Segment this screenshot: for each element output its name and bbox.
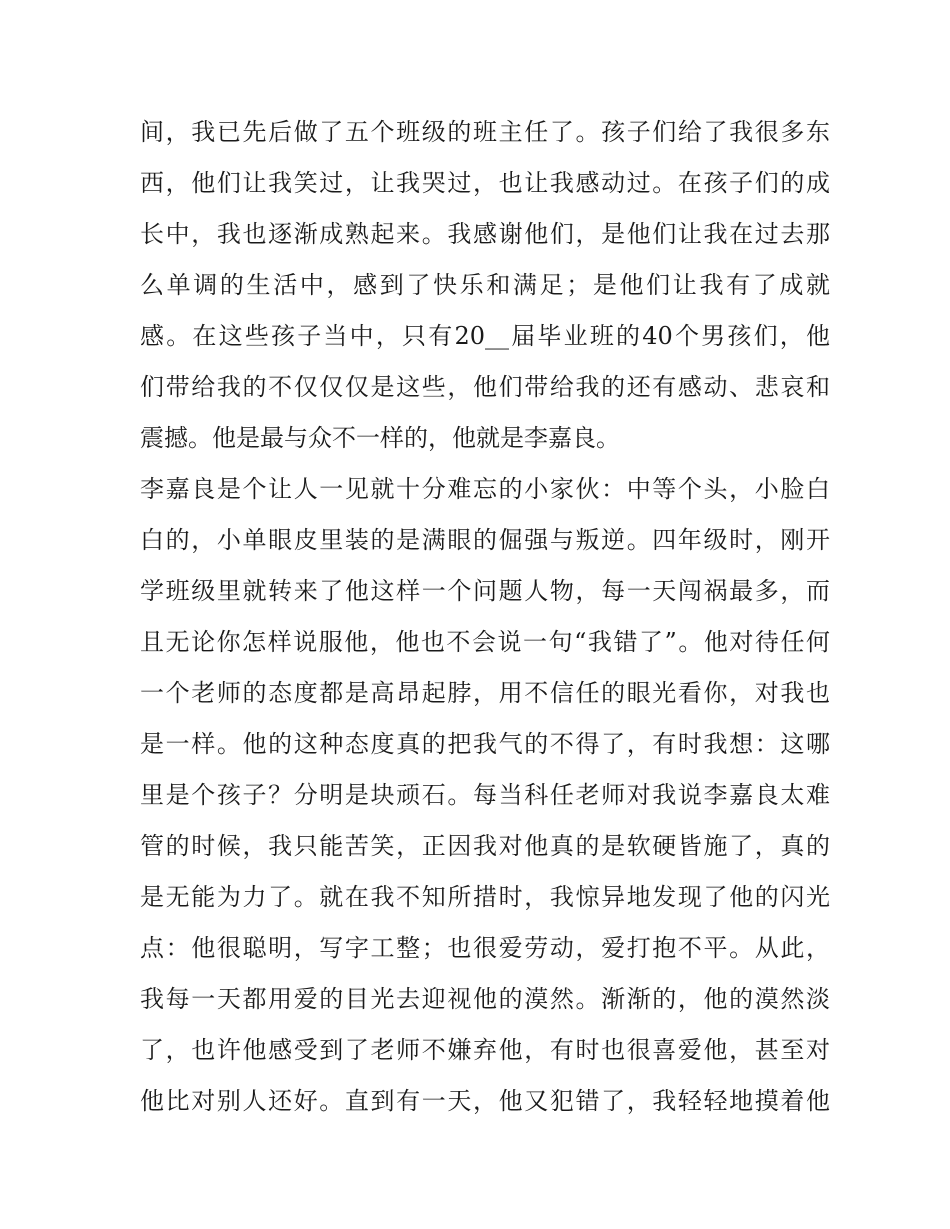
text-line: 我每一天都用爱的目光去迎视他的漠然。渐渐的，他的漠然淡 (140, 985, 830, 1013)
text-line: 白的，小单眼皮里装的是满眼的倔强与叛逆。四年级时，刚开 (140, 526, 830, 554)
text-line: 们带给我的不仅仅仅是这些，他们带给我的还有感动、悲哀和 (140, 373, 830, 401)
text-line: 里是个孩子？分明是块顽石。每当科任老师对我说李嘉良太难 (140, 781, 830, 809)
text-line: 李嘉良是个让人一见就十分难忘的小家伙：中等个头，小脸白 (140, 475, 830, 503)
text-line: 了，也许他感受到了老师不嫌弃他，有时也很喜爱他，甚至对 (140, 1036, 830, 1064)
text-line: 点：他很聪明，写字工整；也很爱劳动，爱打抱不平。从此， (140, 934, 830, 962)
text-line: 且无论你怎样说服他，他也不会说一句“我错了”。他对待任何 (140, 628, 830, 656)
text-line: 学班级里就转来了他这样一个问题人物，每一天闯祸最多，而 (140, 577, 830, 605)
paragraph-1 (140, 107, 830, 464)
text-line: 么单调的生活中，感到了快乐和满足；是他们让我有了成就 (140, 271, 830, 299)
text-line: 西，他们让我笑过，让我哭过，也让我感动过。在孩子们的成 (140, 169, 830, 197)
body-text (140, 107, 830, 1127)
text-line: 他比对别人还好。直到有一天，他又犯错了，我轻轻地摸着他 (140, 1087, 830, 1115)
text-line: 管的时候，我只能苦笑，正因我对他真的是软硬皆施了，真的 (140, 832, 830, 860)
text-line: 感。在这些孩子当中，只有20__届毕业班的40个男孩们，他 (140, 322, 830, 350)
paragraph-2 (140, 464, 830, 1127)
text-line: 一个老师的态度都是高昂起脖，用不信任的眼光看你，对我也 (140, 679, 830, 707)
text-line: 间，我已先后做了五个班级的班主任了。孩子们给了我很多东 (140, 118, 830, 146)
text-line: 震撼。他是最与众不一样的，他就是李嘉良。 (140, 424, 620, 452)
text-line: 是一样。他的这种态度真的把我气的不得了，有时我想：这哪 (140, 730, 830, 758)
text-line: 是无能为力了。就在我不知所措时，我惊异地发现了他的闪光 (140, 883, 830, 911)
text-line: 长中，我也逐渐成熟起来。我感谢他们，是他们让我在过去那 (140, 220, 830, 248)
